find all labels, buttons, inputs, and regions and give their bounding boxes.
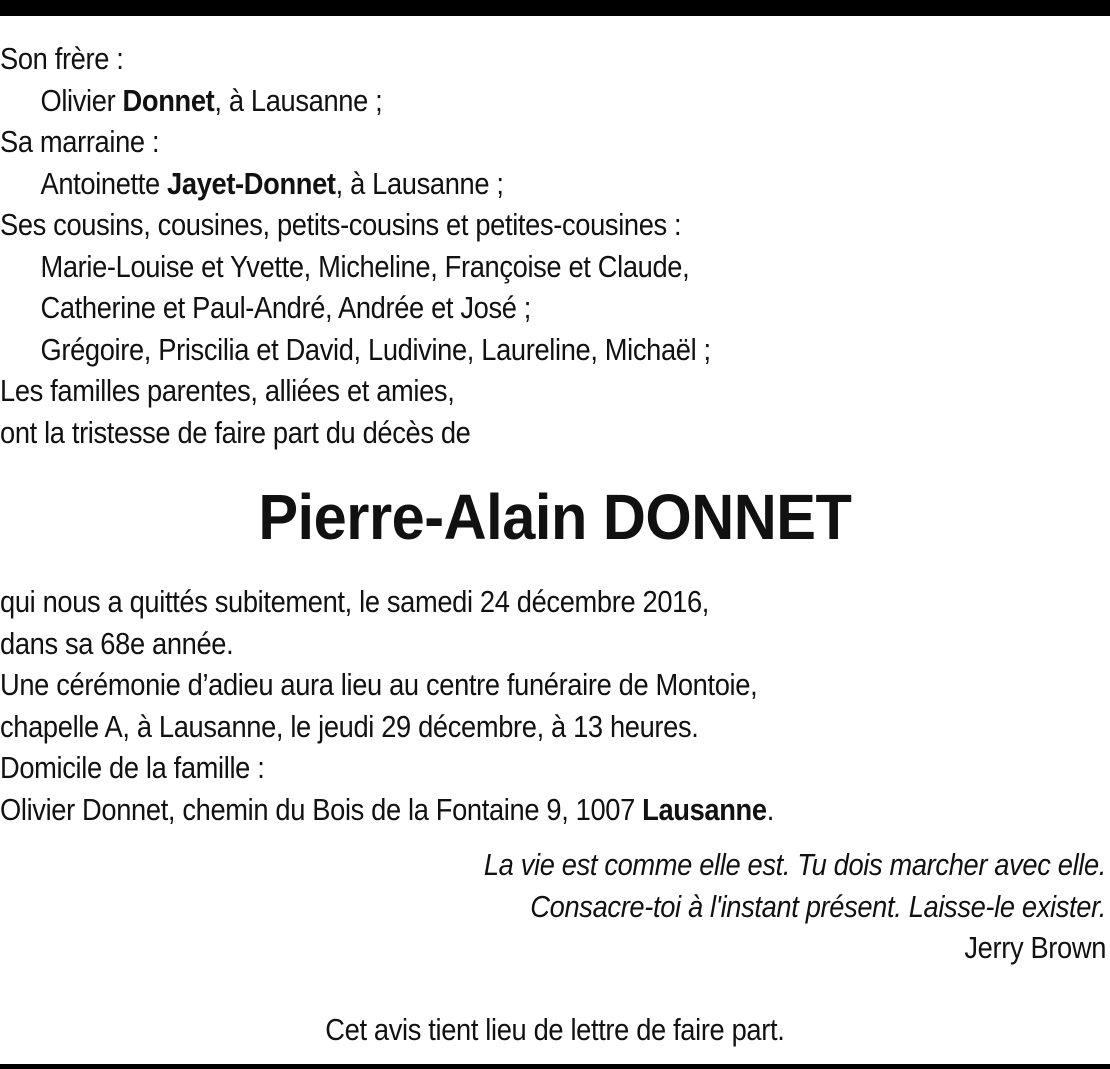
address-text: Olivier Donnet, chemin du Bois de la Fontaine 9, 1007 <box>0 791 643 827</box>
address-end: . <box>766 791 774 827</box>
quote-line: Consacre-toi à l'instant présent. Laisse-le exister. <box>530 888 1106 924</box>
details-line: qui nous a quittés subitement, le samedi 24 décembre 2016, <box>0 584 710 619</box>
quote-line: La vie est comme elle est. Tu dois marcher avec elle. <box>483 847 1106 882</box>
announcement-line: ont la tristesse de faire part du décès de <box>0 414 471 450</box>
godmother-last-name: Jayet-Donnet <box>167 165 336 201</box>
quote-block <box>399 844 1106 969</box>
cousins-heading: Ses cousins, cousines, petits-cousins et petites-cousines : <box>0 207 682 242</box>
top-border-rule <box>0 0 1110 16</box>
brother-entry <box>0 80 977 122</box>
details-line: dans sa 68e année. <box>0 625 234 661</box>
godmother-entry <box>0 163 977 205</box>
brother-last-name: Donnet <box>122 82 215 118</box>
obituary-notice <box>0 38 1110 830</box>
domicile-heading: Domicile de la famille : <box>0 750 265 785</box>
godmother-heading: Sa marraine : <box>0 124 160 159</box>
address-city: Lausanne <box>642 791 767 827</box>
deceased-name-block <box>0 453 1110 581</box>
footer-note <box>0 1009 1110 1050</box>
brother-first-name: Olivier <box>40 82 123 118</box>
families-line: Les familles parentes, alliées et amies, <box>0 373 455 408</box>
cousins-line: Catherine et Paul-André, Andrée et José ; <box>40 290 532 325</box>
ceremony-line: Une cérémonie d’adieu aura lieu au centre funéraire de Montoie, <box>0 667 758 702</box>
brother-heading: Son frère : <box>0 41 124 76</box>
ceremony-line: chapelle A, à Lausanne, le jeudi 29 décembre, à 13 heures. <box>0 708 699 744</box>
footer-note-text: Cet avis tient lieu de lettre de faire part. <box>325 1012 785 1047</box>
quote-author: Jerry Brown <box>964 930 1106 965</box>
bottom-border-rule <box>0 1064 1110 1069</box>
godmother-first-name: Antoinette <box>40 165 168 201</box>
deceased-name: Pierre-Alain DONNET <box>258 481 852 553</box>
cousins-line: Marie-Louise et Yvette, Micheline, Françoise et Claude, <box>40 248 690 284</box>
brother-place: , à Lausanne ; <box>214 82 383 118</box>
cousins-line: Grégoire, Priscilia et David, Ludivine, Laureline, Michaël ; <box>40 331 711 367</box>
godmother-place: , à Lausanne ; <box>335 165 504 201</box>
domicile-address <box>0 789 977 831</box>
